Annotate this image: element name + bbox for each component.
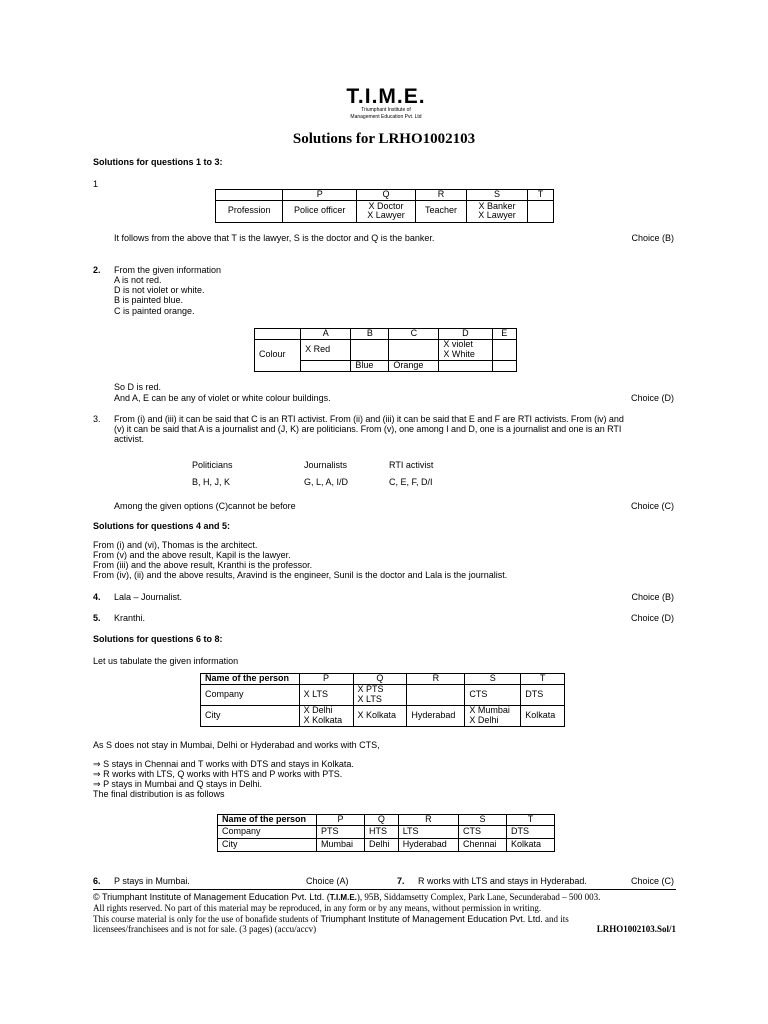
t2-row2-p: Mumbai bbox=[317, 839, 365, 852]
q2-cell-d-top: X violet X White bbox=[439, 339, 492, 360]
sec3-final: The final distribution is as follows bbox=[93, 789, 225, 800]
t2-row1-p: PTS bbox=[317, 826, 365, 839]
q5-choice: Choice (D) bbox=[630, 613, 674, 623]
t1-row1-s: CTS bbox=[465, 684, 521, 705]
q2-number: 2. bbox=[93, 265, 101, 275]
t1-row2-q: X Kolkata bbox=[353, 705, 407, 726]
q4-number: 4. bbox=[93, 592, 101, 602]
section-heading-4-5: Solutions for questions 4 and 5: bbox=[93, 521, 231, 531]
implication-row: ⇒ R works with LTS, Q works with HTS and P works with PTS. bbox=[93, 769, 343, 780]
q3-val-journalists: G, L, A, I/D bbox=[304, 477, 349, 487]
q6-choice: Choice (A) bbox=[306, 876, 349, 886]
q2-line: From the given information bbox=[114, 265, 222, 275]
q1-cell-p: Police officer bbox=[283, 200, 357, 222]
footer-line4: licensees/franchisees and is not for sale. (3 pages) (accu/accv) LRHO1002103.Sol/1 bbox=[93, 924, 676, 935]
q4-choice: Choice (B) bbox=[631, 592, 674, 602]
q3-line: (v) it can be said that A is a journalist and (J, K) are politicians. From (v), one among I and D, one is a journalist and one is an RTI bbox=[114, 424, 622, 435]
q2-head-e: E bbox=[492, 329, 516, 340]
q7-choice: Choice (C) bbox=[630, 876, 674, 886]
q2-cell-e-bottom bbox=[492, 360, 516, 371]
t1-row1-p: X LTS bbox=[299, 684, 353, 705]
q1-cell-s: X Banker X Lawyer bbox=[466, 200, 527, 222]
q3-number: 3. bbox=[93, 414, 101, 424]
q2-head-d: D bbox=[439, 329, 492, 340]
q3-line: From (i) and (iii) it can be said that C is an RTI activist. From (ii) and (iii) it can be said that E and F are RTI activists. From (iv) and bbox=[114, 414, 624, 424]
page-title: Solutions for LRHO1002103 bbox=[292, 131, 476, 147]
q2-cell-b-top bbox=[351, 339, 389, 360]
footer-code: LRHO1002103.Sol/1 bbox=[596, 924, 676, 935]
q1-text: It follows from the above that T is the lawyer, S is the doctor and Q is the banker. bbox=[114, 233, 435, 243]
implies-arrow-icon: ⇒ bbox=[93, 769, 101, 780]
q3-val-politicians: B, H, J, K bbox=[192, 477, 231, 487]
t1-row1-label: Company bbox=[201, 684, 300, 705]
sec3-as-s: As S does not stay in Mumbai, Delhi or Hyderabad and works with CTS, bbox=[93, 740, 380, 750]
q1-head-empty bbox=[216, 190, 283, 201]
implication-row: ⇒ P stays in Mumbai and Q stays in Delhi. bbox=[93, 779, 262, 790]
implies-arrow-icon: ⇒ bbox=[93, 779, 101, 790]
t1-row1-q: X PTS X LTS bbox=[353, 684, 407, 705]
q2-cell-a-bottom bbox=[301, 360, 351, 371]
t1-row1-r bbox=[407, 684, 465, 705]
q7-text: R works with LTS and stays in Hyderabad. bbox=[418, 876, 587, 886]
t1-head-t: T bbox=[521, 674, 565, 685]
q2-head-empty bbox=[255, 329, 301, 340]
footer-line3: This course material is only for the use of bonafide students of Triumphant Institute of Management Education Pvt. Ltd. and its bbox=[93, 913, 569, 924]
q2-cell-d-bottom bbox=[439, 360, 492, 371]
implication-row: ⇒ S stays in Chennai and T works with DTS and stays in Kolkata. bbox=[93, 759, 354, 769]
sec2-line: From (iii) and the above result, Kranthi is the professor. bbox=[93, 560, 313, 571]
footer-line2: All rights reserved. No part of this material may be reproduced, in any form or by any means, without permission in writing. bbox=[93, 902, 542, 913]
t1-row2-p: X Delhi X Kolkata bbox=[299, 705, 353, 726]
q6-text: P stays in Mumbai. bbox=[114, 876, 190, 886]
q2-cell-b-bottom: Blue bbox=[351, 360, 389, 371]
q1-head-p: P bbox=[283, 190, 357, 201]
t1-head-r: R bbox=[407, 674, 465, 685]
section-heading-1-3: Solutions for questions 1 to 3: bbox=[93, 157, 223, 167]
q2-given bbox=[114, 265, 221, 316]
logo-sub2: Management Education Pvt. Ltd bbox=[350, 113, 422, 120]
q2-line: B is painted blue. bbox=[114, 295, 184, 306]
q2-cell-c-top bbox=[389, 339, 439, 360]
q1-head-t: T bbox=[528, 190, 554, 201]
q2-after2: And A, E can be any of violet or white colour buildings. bbox=[114, 393, 331, 403]
q3-col-journalists: Journalists bbox=[304, 460, 348, 470]
t1-head-q: Q bbox=[353, 674, 407, 685]
t1-row2-s: X Mumbai X Delhi bbox=[465, 705, 521, 726]
t2-row2-q: Delhi bbox=[365, 839, 399, 852]
t2-row1-label: Company bbox=[218, 826, 317, 839]
q6-number: 6. bbox=[93, 876, 101, 886]
footer-line1: © Triumphant Institute of Management Education Pvt. Ltd. (T.I.M.E.), 95B, Siddamsetty Complex, Park Lane, Secunderabad – 500 003. bbox=[93, 892, 601, 902]
q2-cell-a-top: X Red bbox=[301, 339, 351, 360]
t2-head-r: R bbox=[398, 815, 458, 826]
t2-head-name: Name of the person bbox=[218, 815, 317, 826]
q5-number: 5. bbox=[93, 613, 101, 623]
q1-choice: Choice (B) bbox=[631, 233, 674, 243]
q1-head-s: S bbox=[466, 190, 527, 201]
t1-row2-r: Hyderabad bbox=[407, 705, 465, 726]
q2-cell-c-bottom: Orange bbox=[389, 360, 439, 371]
sec2-line: From (iv), (ii) and the above results, Aravind is the engineer, Sunil is the doctor and Lala is the journalist. bbox=[93, 570, 508, 581]
time-logo bbox=[345, 86, 427, 121]
q3-line: activist. bbox=[114, 434, 145, 445]
t2-row2-t: Kolkata bbox=[506, 839, 554, 852]
q1-cell-t bbox=[528, 200, 554, 222]
q1-cell-r: Teacher bbox=[416, 200, 467, 222]
t2-row2-label: City bbox=[218, 839, 317, 852]
t1-head-p: P bbox=[299, 674, 353, 685]
t2-row2-s: Chennai bbox=[458, 839, 506, 852]
q2-line: A is not red. bbox=[114, 275, 162, 286]
q2-head-c: C bbox=[389, 329, 439, 340]
q2-table bbox=[254, 328, 517, 372]
sec3-intro: Let us tabulate the given information bbox=[93, 656, 239, 666]
sec3-implications bbox=[93, 759, 354, 800]
q2-cell-e-top bbox=[492, 339, 516, 360]
q3-col-rti: RTI activist bbox=[389, 460, 434, 470]
q4-text: Lala – Journalist. bbox=[114, 592, 183, 602]
q3-choice: Choice (C) bbox=[630, 501, 674, 511]
q1-cell-q: X Doctor X Lawyer bbox=[357, 200, 416, 222]
t2-row1-t: DTS bbox=[506, 826, 554, 839]
q2-choice: Choice (D) bbox=[630, 393, 674, 403]
q7-number: 7. bbox=[397, 876, 405, 886]
sec3-table-final bbox=[217, 814, 555, 852]
sec2-line: From (v) and the above result, Kapil is the lawyer. bbox=[93, 550, 291, 561]
q3-val-rti: C, E, F, D/I bbox=[389, 477, 433, 487]
q3-col-politicians: Politicians bbox=[192, 460, 233, 470]
q1-row-label: Profession bbox=[216, 200, 283, 222]
implies-arrow-icon: ⇒ bbox=[93, 759, 101, 769]
t1-row2-t: Kolkata bbox=[521, 705, 565, 726]
t2-head-s: S bbox=[458, 815, 506, 826]
q1-number: 1 bbox=[93, 179, 99, 189]
sec2-deductions bbox=[93, 540, 507, 581]
q3-paragraph bbox=[114, 414, 675, 444]
q1-table bbox=[215, 189, 554, 223]
q2-head-a: A bbox=[301, 329, 351, 340]
footer-divider bbox=[93, 889, 676, 890]
q1-head-q: Q bbox=[357, 190, 416, 201]
q3-conclusion: Among the given options (C)cannot be before bbox=[114, 501, 296, 511]
t2-head-p: P bbox=[317, 815, 365, 826]
sec2-line: From (i) and (vi), Thomas is the architect. bbox=[93, 540, 258, 550]
t2-row1-q: HTS bbox=[365, 826, 399, 839]
q2-head-b: B bbox=[351, 329, 389, 340]
q2-line: C is painted orange. bbox=[114, 305, 195, 316]
logo-text: T.I.M.E. bbox=[346, 85, 426, 108]
t1-row2-label: City bbox=[201, 705, 300, 726]
t2-row2-r: Hyderabad bbox=[398, 839, 458, 852]
t1-row1-t: DTS bbox=[521, 684, 565, 705]
t1-head-name: Name of the person bbox=[201, 674, 300, 685]
q5-text: Kranthi. bbox=[114, 613, 146, 623]
logo-sub1: Triumphant Institute of bbox=[361, 107, 411, 113]
t2-row1-r: LTS bbox=[398, 826, 458, 839]
q2-line: D is not violet or white. bbox=[114, 285, 205, 296]
t2-head-q: Q bbox=[365, 815, 399, 826]
sec3-table-given bbox=[200, 673, 565, 727]
section-heading-6-8: Solutions for questions 6 to 8: bbox=[93, 634, 223, 644]
t2-row1-s: CTS bbox=[458, 826, 506, 839]
q1-head-r: R bbox=[416, 190, 467, 201]
t2-head-t: T bbox=[506, 815, 554, 826]
footer bbox=[93, 892, 676, 935]
t1-head-s: S bbox=[465, 674, 521, 685]
q2-row-label: Colour bbox=[255, 339, 301, 371]
q2-after1: So D is red. bbox=[114, 382, 162, 392]
